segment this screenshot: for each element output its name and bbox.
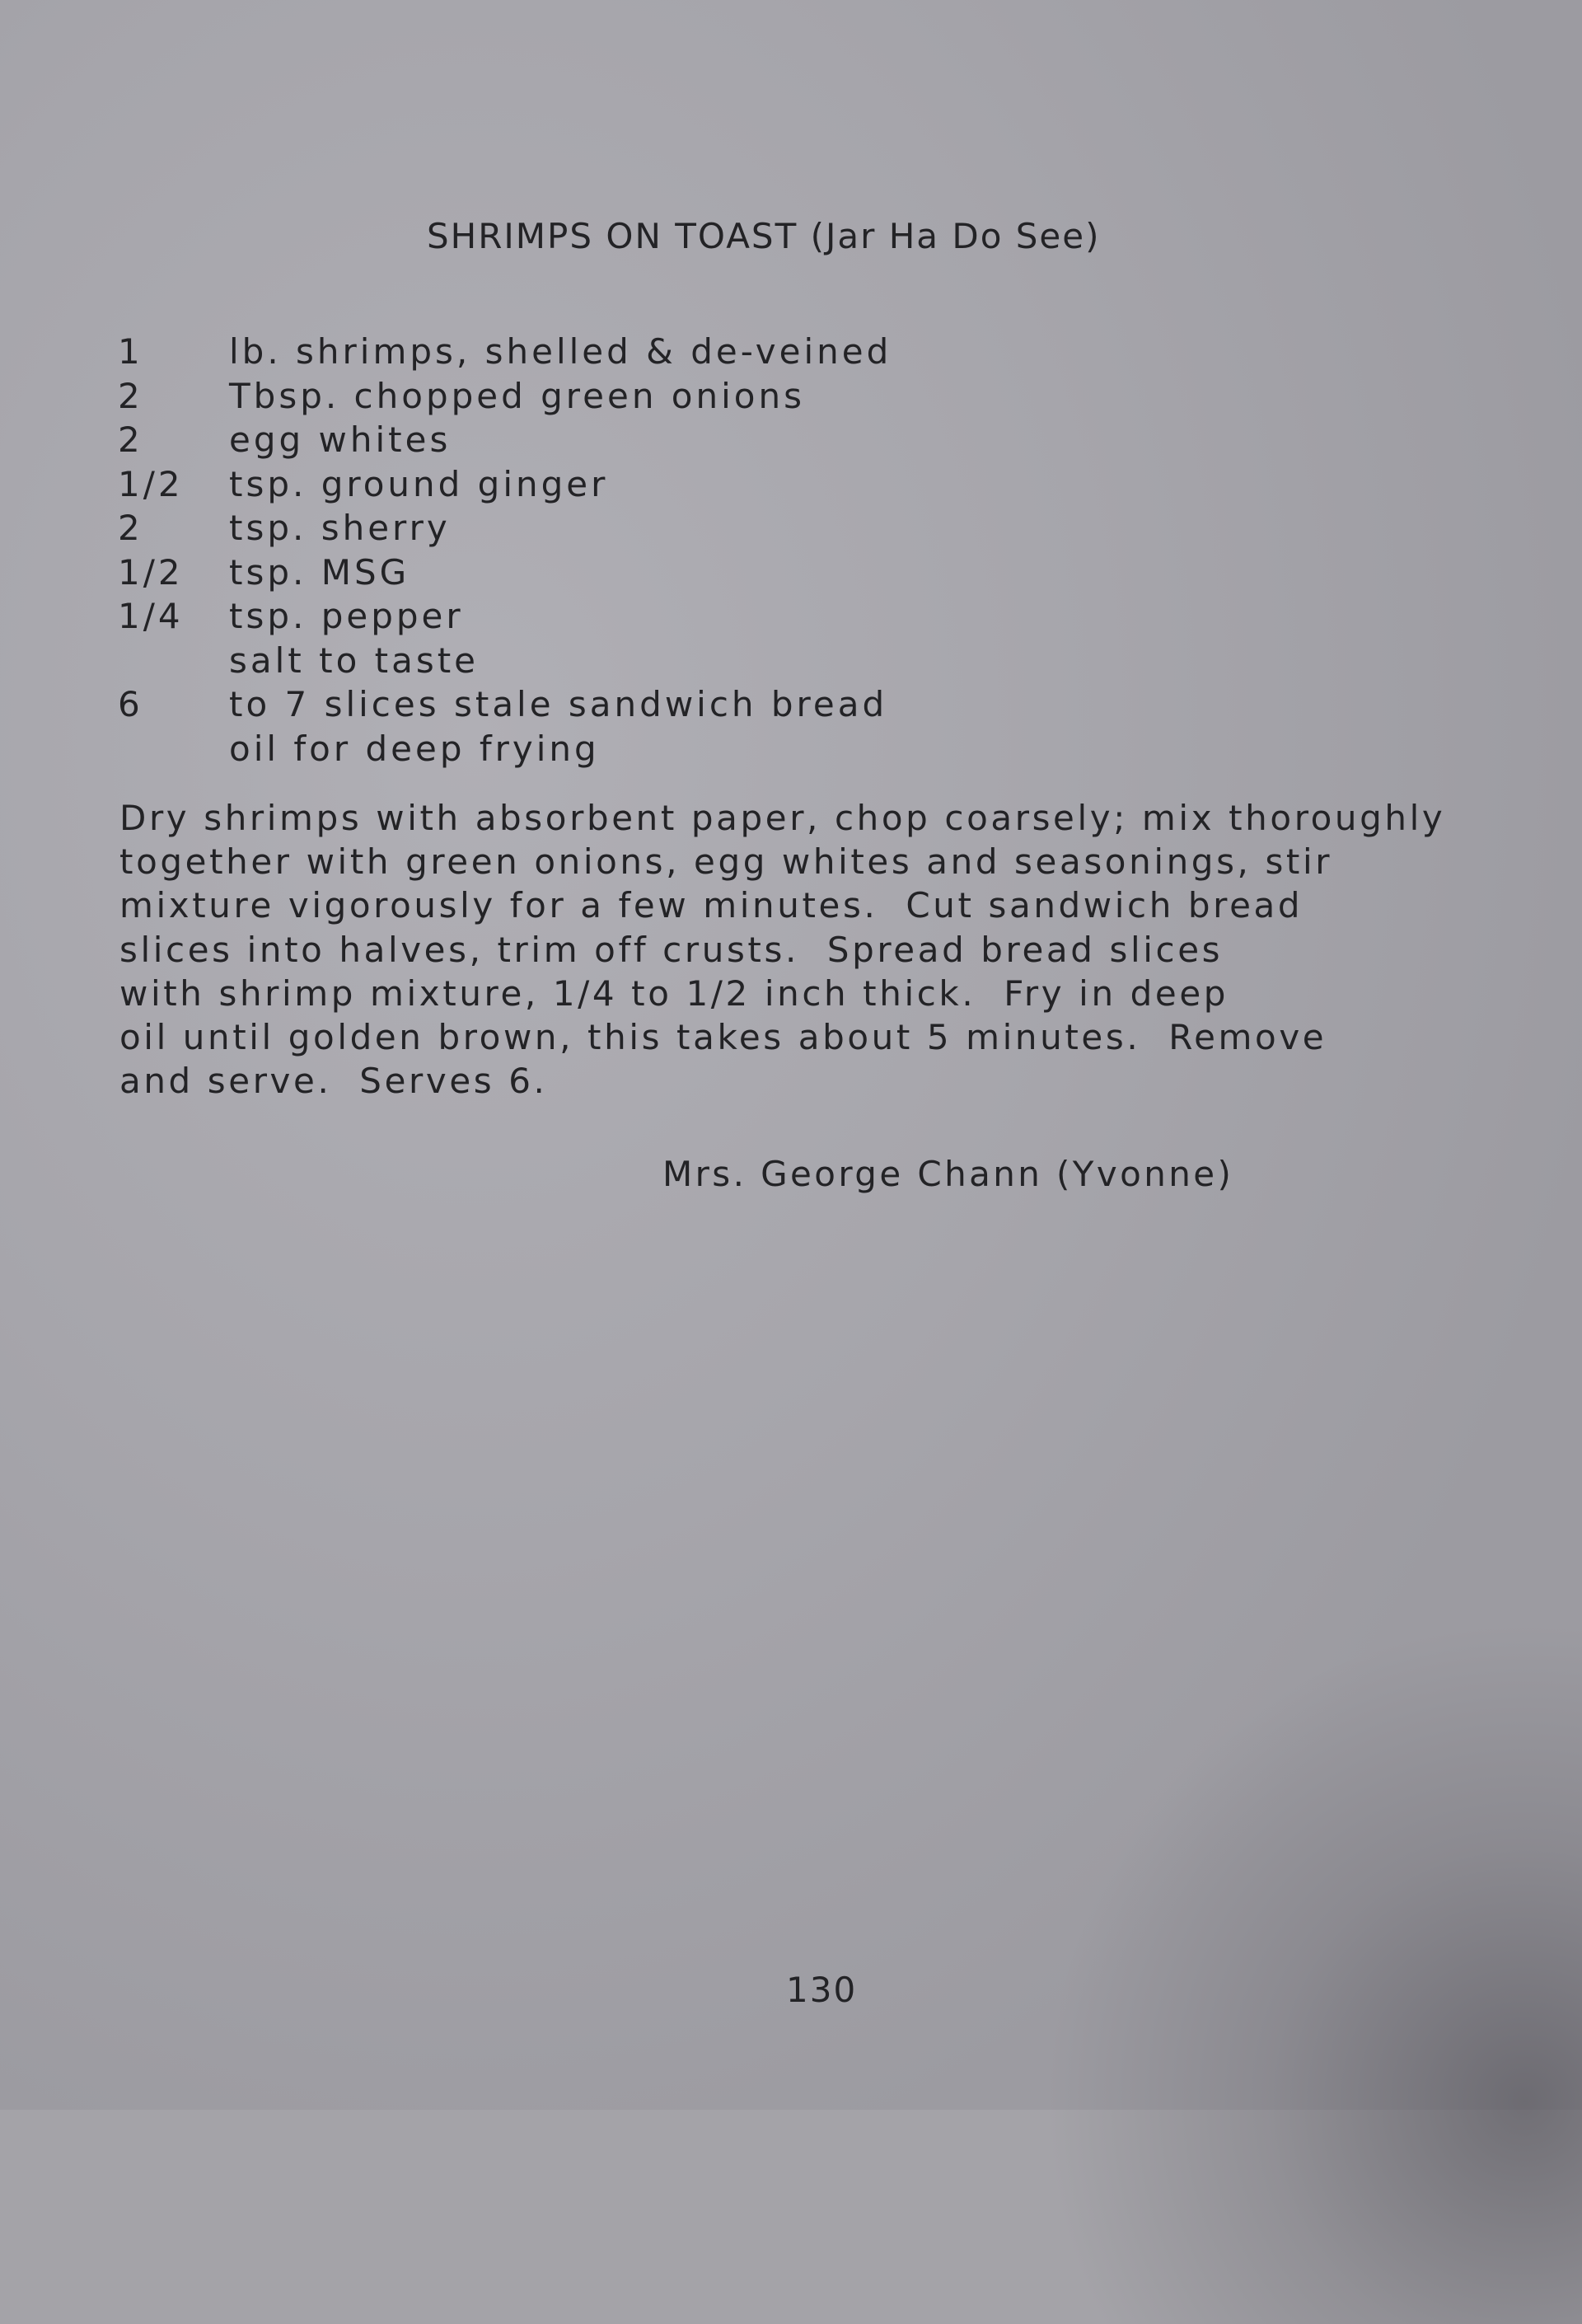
ingredient-quantity: 1/4 xyxy=(118,596,184,636)
contributor-name: Mrs. George Chann (Yvonne) xyxy=(662,1154,1234,1194)
ingredient-text: salt to taste xyxy=(229,640,480,681)
ingredient-row xyxy=(118,374,892,419)
ingredient-row xyxy=(118,462,892,507)
ingredient-row xyxy=(118,506,892,551)
recipe-title: SHRIMPS ON TOAST (Jar Ha Do See) xyxy=(427,216,1101,256)
page-number: 130 xyxy=(786,1970,858,2010)
method-line: and serve. Serves 6. xyxy=(119,1061,548,1102)
ingredient-row xyxy=(118,727,892,771)
ingredient-quantity xyxy=(118,727,229,771)
ingredient-row xyxy=(118,330,892,374)
ingredient-text: egg whites xyxy=(229,419,452,460)
method-line: oil until golden brown, this takes about 5 minutes. Remove xyxy=(119,1016,1327,1057)
ingredient-list xyxy=(118,330,892,771)
ingredient-quantity: 1/2 xyxy=(118,551,184,593)
ingredient-row xyxy=(118,594,892,639)
ingredient-quantity xyxy=(118,639,229,683)
ingredient-text: Tbsp. chopped green onions xyxy=(229,375,805,416)
ingredient-quantity: 1/2 xyxy=(118,463,184,504)
ingredient-text: lb. shrimps, shelled & de-veined xyxy=(229,331,892,372)
ingredient-text: to 7 slices stale sandwich bread xyxy=(229,684,888,724)
ingredient-quantity: 2 xyxy=(118,419,143,460)
ingredient-row xyxy=(118,418,892,462)
method-line: together with green onions, egg whites and seasonings, stir xyxy=(119,841,1333,883)
ingredient-text: tsp. MSG xyxy=(229,551,410,593)
ingredient-row xyxy=(118,639,892,683)
ingredient-quantity: 1 xyxy=(118,331,143,372)
ingredient-quantity: 6 xyxy=(118,684,143,724)
method-line: slices into halves, trim off crusts. Spread bread slices xyxy=(119,929,1224,970)
method-line: with shrimp mixture, 1/4 to 1/2 inch thick. Fry in deep xyxy=(119,972,1229,1014)
method-paragraph xyxy=(119,796,1537,1103)
ingredient-text: tsp. pepper xyxy=(229,596,464,636)
ingredient-quantity: 2 xyxy=(118,508,143,548)
method-line: mixture vigorously for a few minutes. Cut sandwich bread xyxy=(119,885,1304,926)
ingredient-row xyxy=(118,551,892,595)
method-line: Dry shrimps with absorbent paper, chop coarsely; mix thoroughly xyxy=(119,798,1446,838)
ingredient-text: tsp. sherry xyxy=(229,508,451,548)
ingredient-quantity: 2 xyxy=(118,375,143,416)
ingredient-text: tsp. ground ginger xyxy=(229,463,609,504)
ingredient-text: oil for deep frying xyxy=(229,728,600,769)
ingredient-row xyxy=(118,682,892,727)
